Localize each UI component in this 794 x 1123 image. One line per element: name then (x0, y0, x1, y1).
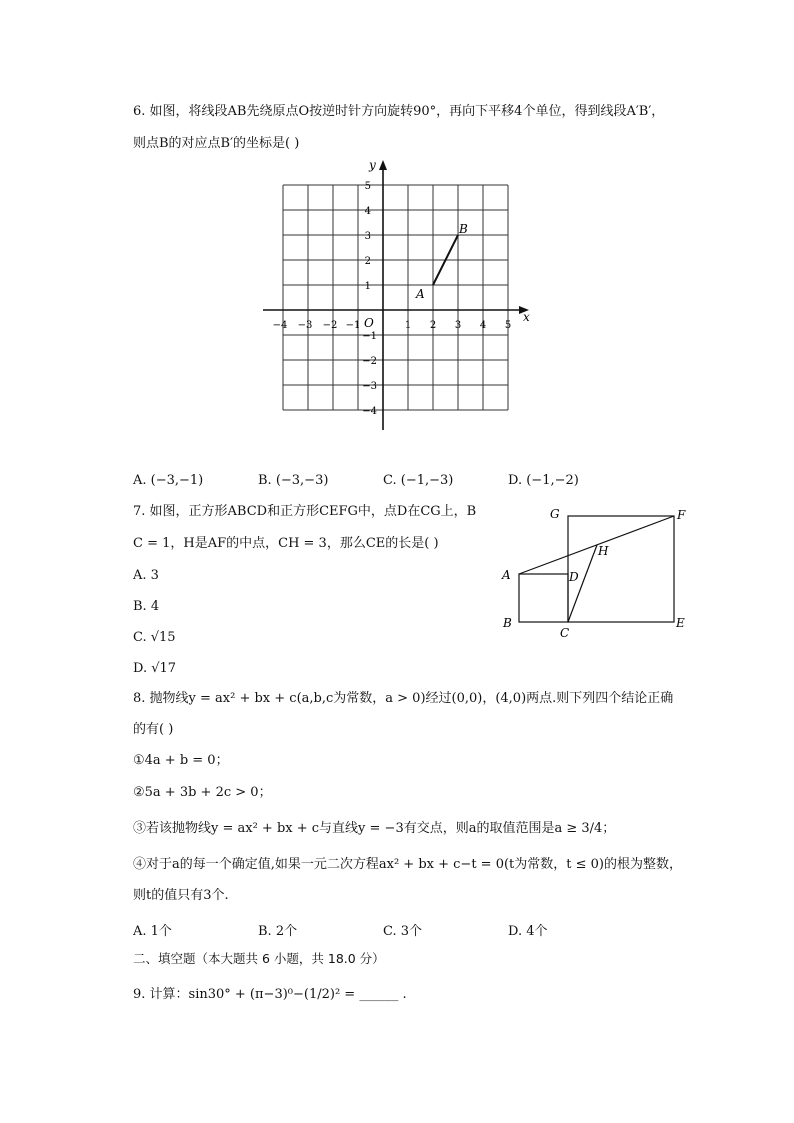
q6-option-c[interactable]: C. (−1,−3) (383, 473, 454, 488)
x-tick-label: 3 (454, 320, 462, 331)
q8-option-a[interactable]: A. 1个 (133, 924, 172, 939)
x-tick-label: 5 (504, 320, 512, 331)
point-a-label: A (416, 287, 425, 301)
y-tick-labels (362, 181, 377, 417)
section-heading: 二、填空题（本大题共 6 小题，共 18.0 分） (133, 951, 385, 966)
q8-line-1: 8. 抛物线y = ax² + bx + c(a,b,c为常数，a > 0)经过(0,0)，(4,0)两点.则下列四个结论正确 (133, 691, 674, 706)
q8-option-c[interactable]: C. 3个 (383, 924, 423, 939)
y-tick-label: −2 (362, 356, 377, 367)
label-e: E (676, 616, 685, 630)
label-b: B (503, 616, 512, 630)
grid-lines (283, 185, 508, 410)
squares-figure (497, 503, 697, 643)
y-axis-arrow (379, 160, 387, 170)
q6-line-2: 则点B的对应点B′的坐标是( ) (133, 136, 300, 151)
y-tick-label: 5 (364, 181, 371, 192)
q8-statement-4-line-2: 则t的值只有3个. (133, 888, 229, 903)
x-axis-label: x (523, 310, 530, 324)
x-tick-label: 1 (404, 320, 412, 331)
q8-option-d[interactable]: D. 4个 (508, 924, 548, 939)
square-cefg (568, 516, 674, 622)
square-abcd (519, 574, 568, 622)
label-f: F (677, 508, 686, 522)
x-tick-label: 4 (479, 320, 487, 331)
y-tick-label: 3 (364, 231, 371, 242)
q8-statement-2: ②5a + 3b + 2c > 0； (133, 785, 272, 800)
q7-option-b[interactable]: B. 4 (133, 599, 160, 614)
x-tick-label: −2 (322, 320, 338, 331)
label-d: D (569, 570, 579, 584)
y-tick-label: 4 (364, 206, 371, 217)
label-h: H (598, 544, 609, 558)
q7-option-a[interactable]: A. 3 (133, 568, 159, 583)
q7-line-2: C = 1，H是AF的中点，CH = 3，那么CE的长是( ) (133, 536, 439, 551)
y-tick-label: −4 (362, 406, 377, 417)
origin-label: O (364, 316, 374, 330)
x-tick-labels (273, 320, 512, 331)
q9-line: 9. 计算：sin30° + (π−3)⁰−(1/2)² = ______ . (133, 987, 407, 1002)
q7-option-d[interactable]: D. √17 (133, 661, 177, 676)
q6-option-b[interactable]: B. (−3,−3) (258, 473, 329, 488)
label-g: G (550, 507, 560, 521)
q8-option-b[interactable]: B. 2个 (258, 924, 298, 939)
x-tick-label: 2 (429, 320, 437, 331)
q8-statement-1: ①4a + b = 0； (133, 753, 229, 768)
x-tick-label: −3 (297, 320, 313, 331)
label-a: A (502, 568, 511, 582)
x-tick-label: −1 (345, 320, 361, 331)
q8-statement-3: ③若该抛物线y = ax² + bx + c与直线y = −3有交点，则a的取值范围是a ≥ 3/4； (133, 821, 616, 836)
q6-option-a[interactable]: A. (−3,−1) (133, 473, 204, 488)
q7-option-c[interactable]: C. √15 (133, 630, 176, 645)
y-tick-label: 1 (364, 281, 371, 292)
y-tick-label: −3 (362, 381, 377, 392)
point-b-label: B (459, 222, 468, 236)
q6-option-d[interactable]: D. (−1,−2) (508, 473, 579, 488)
q6-line-1: 6. 如图，将线段AB先绕原点O按逆时针方向旋转90°，再向下平移4个单位，得到线段A′B′， (133, 104, 665, 119)
y-tick-label: 2 (364, 256, 371, 267)
q8-statement-4-line-1: ④对于a的每一个确定值,如果一元二次方程ax² + bx + c−t = 0(t为常数，t ≤ 0)的根为整数， (133, 857, 682, 872)
label-c: C (560, 626, 570, 640)
q7-line-1: 7. 如图，正方形ABCD和正方形CEFG中，点D在CG上，B (133, 504, 477, 519)
y-tick-label: −1 (362, 331, 377, 342)
q8-line-2: 的有( ) (133, 722, 174, 737)
y-axis-label: y (369, 158, 376, 172)
coordinate-graph (255, 155, 555, 445)
x-tick-label: −4 (272, 320, 288, 331)
